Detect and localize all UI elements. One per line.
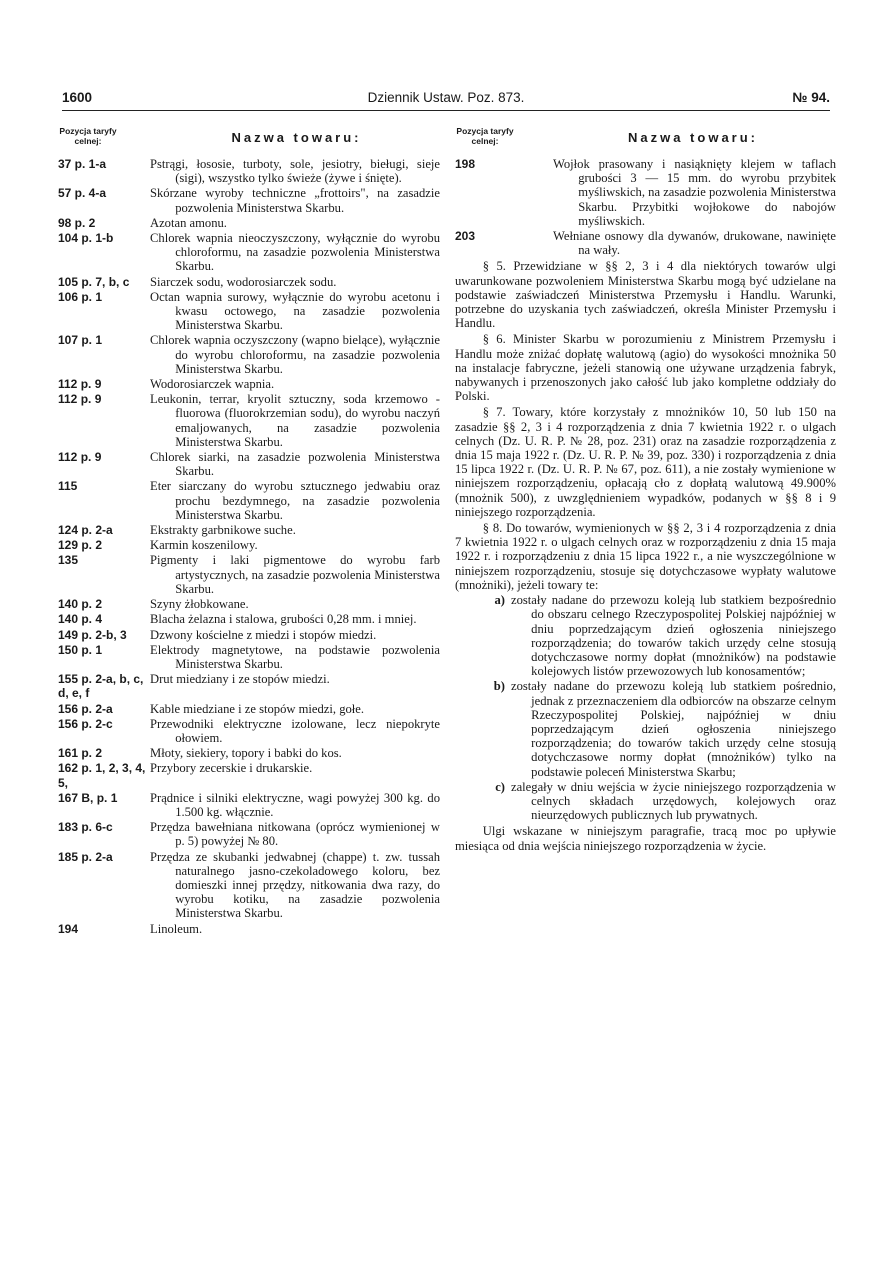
tariff-entry: [58, 820, 440, 848]
tariff-position: 106 p. 1: [58, 289, 103, 304]
goods-name: Wojłok prasowany i nasiąknięty klejem w taflach grubości 3 — 15 mm. do wyrobu przybitek myśliwskich, na zasadzie pozwolenia Ministerstwa Skarbu. Przybitki wojłokowe do nabojów myśliwskich.: [553, 157, 836, 228]
page-header: [62, 90, 830, 108]
right-column: [455, 125, 836, 854]
list-item: [455, 679, 836, 778]
tariff-position: 124 p. 2-a: [58, 523, 113, 538]
tariff-entry: [58, 791, 440, 819]
goods-name: Leukonin, terrar, kryolit sztuczny, soda krzemowo - fluorowa (fluorokrzemian sodu), do wyrobu naczyń emaljowanych, na zasadzie pozwolenia Ministerstwa Skarbu.: [150, 392, 440, 449]
tariff-entry: [58, 643, 440, 671]
name-column-label: Nazwa towaru:: [627, 130, 758, 145]
tariff-position: 161 p. 2: [58, 746, 103, 761]
tariff-position: 162 p. 1, 2, 3, 4, 5,: [58, 761, 146, 790]
tariff-position: 156 p. 2-c: [58, 716, 113, 731]
tariff-entry: [58, 290, 440, 333]
tariff-position: 140 p. 2: [58, 597, 103, 612]
tariff-entry: [58, 157, 440, 185]
goods-name: Ekstrakty garbnikowe suche.: [150, 523, 296, 538]
tariff-entry: [58, 231, 440, 274]
goods-name: Elektrody magnetytowe, na podstawie pozwolenia Ministerstwa Skarbu.: [150, 642, 440, 671]
paragraph-7: § 7. Towary, które korzystały z mnożników 10, 50 lub 150 na zasadzie §§ 2, 3 i 4 rozporządzenia z dnia 7 kwietnia 1922 r. o ulgach celnych (Dz. U. R. P. № 28, poz. 231) oraz na zasadzie rozporządzenia z dnia 15 maja 1922 r. (Dz. U. R. P. № 39, poz. 330) i rozporządzenia z dnia 15 lipca 1922 r. (Dz. U. R. P. № 67, poz. 611), a nie zostały wymienione w niniejszem rozporządzeniu, opłacają cło z dopłatą walutową 49.900% (mnożnik 500), z uwzględnieniem wypadków, podanych w §§ 8 i 9 niniejszego rozporządzenia.: [455, 405, 836, 519]
left-column: [58, 125, 440, 937]
goods-name: Przewodniki elektryczne izolowane, lecz niepokryte ołowiem.: [150, 716, 440, 745]
tariff-entry: [455, 157, 836, 228]
goods-name: Wodorosiarczek wapnia.: [150, 377, 275, 392]
tariff-entry: [58, 612, 440, 626]
tariff-entry: [455, 229, 836, 257]
goods-name: Szyny żłobkowane.: [150, 597, 249, 612]
tariff-entry: [58, 702, 440, 716]
right-table-header: [455, 125, 836, 155]
goods-name: Przybory zecerskie i drukarskie.: [150, 761, 313, 776]
goods-name: Pstrągi, łososie, turboty, sole, jesiotry, bieługi, sieje (sigi), wszystko tylko świeże (żywe i śnięte).: [150, 157, 440, 186]
name-column-label: Nazwa towaru:: [231, 130, 362, 145]
goods-name: Przędza ze skubanki jedwabnej (chappe) t. zw. tussah naturalnego jasno-czekoladowego koloru, bez domieszki innej przędzy, nitkowania dwa razy, do wyrobu kotiku, na zasadzie pozwolenia Ministerstwa Skarbu.: [150, 849, 440, 921]
goods-name: Przędza bawełniana nitkowana (oprócz wymienionej w p. 5) powyżej № 80.: [150, 820, 440, 849]
tariff-entry: [58, 761, 440, 789]
tariff-position: 115: [58, 479, 78, 494]
tariff-position: 129 p. 2: [58, 538, 103, 553]
closing-paragraph: Ulgi wskazane w niniejszym paragrafie, tracą moc po upływie miesiąca od dnia wejścia niniejszego rozporządzenia w życie.: [455, 824, 836, 853]
tariff-entry: [58, 479, 440, 522]
tariff-entry: [58, 538, 440, 552]
tariff-position: 112 p. 9: [58, 377, 102, 392]
tariff-position: 155 p. 2-a, b, c, d, e, f: [58, 672, 144, 701]
tariff-position: 198: [455, 157, 476, 171]
goods-name: Azotan amonu.: [150, 215, 227, 230]
goods-name: Prądnice i silniki elektryczne, wagi powyżej 300 kg. do 1.500 kg. włącznie.: [150, 790, 440, 819]
issue-number: № 94.: [792, 90, 830, 105]
goods-name: Dzwony kościelne z miedzi i stopów miedzi.: [150, 627, 377, 642]
goods-name: Blacha żelazna i stalowa, grubości 0,28 mm. i mniej.: [150, 612, 417, 627]
goods-name: Eter siarczany do wyrobu sztucznego jedwabiu oraz prochu bezdymnego, na zasadzie pozwolenia Ministerstwa Skarbu.: [150, 479, 440, 522]
tariff-position: 194: [58, 921, 79, 936]
list-item-text: zostały nadane do przewozu koleją lub statkiem pośrednio, jednak z przeznaczeniem dla odbiorców na obszarze celnym Rzeczypospolitej Polskiej, najpóźniej w dniu poprzedzającym dzień ogłoszenia niniejszego rozporządzenia; do towarów takich urzędy celne stosują dotychczasowe normy dopłat (mnożników) tylko na podstawie poleceń Ministerstwa Skarbu;: [511, 679, 836, 779]
tariff-position: 156 p. 2-a: [58, 701, 113, 716]
position-column-label: Pozycja taryfy celnej:: [59, 126, 117, 146]
goods-name: Octan wapnia surowy, wyłącznie do wyrobu acetonu i kwasu octowego, na zasadzie pozwolenia Ministerstwa Skarbu.: [150, 289, 440, 333]
tariff-position: 37 p. 1-a: [58, 157, 107, 171]
tariff-entry: [58, 850, 440, 921]
tariff-entry: [58, 922, 440, 936]
goods-name: Chlorek wapnia oczyszczony (wapno bielące), wyłącznie do wyrobu chloroformu, na zasadzie pozwolenia Ministerstwa Skarbu.: [150, 333, 440, 376]
tariff-position: 105 p. 7, b, c: [58, 274, 130, 289]
list-item-text: zalegały w dniu wejścia w życie niniejszego rozporządzenia w celnych składach urzędowych, kolejowych oraz nieurzędowych publicznych lub prywatnych.: [511, 779, 836, 823]
tariff-entry: [58, 377, 440, 391]
list-item-label: b): [493, 679, 505, 694]
tariff-entry: [58, 450, 440, 478]
tariff-entry: [58, 597, 440, 611]
paragraph-8-list: [455, 593, 836, 822]
tariff-entry: [58, 186, 440, 214]
journal-title: Dziennik Ustaw. Poz. 873.: [367, 90, 525, 105]
tariff-position: 140 p. 4: [58, 612, 103, 627]
tariff-entry: [58, 553, 440, 596]
tariff-entry: [58, 523, 440, 537]
paragraph-8: § 8. Do towarów, wymienionych w §§ 2, 3 i 4 rozporządzenia z dnia 7 kwietnia 1922 r. o ulgach celnych oraz w rozporządzeniu z dnia 15 maja 1922 r. i rozporządzeniu z dnia 15 lipca 1922 r., a nie wyszczególnione w niniejszem rozporządzeniu, stosuje się dotychczasowe wypłaty walutowe (mnożniki), jeżeli towary te:: [455, 521, 836, 592]
goods-name: Siarczek sodu, wodorosiarczek sodu.: [150, 274, 337, 289]
tariff-position: 203: [455, 229, 476, 244]
tariff-position: 185 p. 2-a: [58, 849, 113, 864]
left-tariff-list: [58, 157, 440, 936]
tariff-position: 57 p. 4-a: [58, 186, 107, 201]
goods-name: Linoleum.: [150, 921, 203, 936]
tariff-entry: [58, 717, 440, 745]
right-tariff-list: [455, 157, 836, 257]
tariff-position: 107 p. 1: [58, 333, 103, 348]
paragraph-6: § 6. Minister Skarbu w porozumieniu z Ministrem Przemysłu i Handlu może zniżać dopłatę walutową (agio) do wysokości mnożnika 50 na instalacje fabryczne, jeżeli stanowią one używane urządzenia fabryk, nabywanych i przenoszonych jako całość lub jako kompletne oddziały do Polski.: [455, 332, 836, 404]
tariff-entry: [58, 628, 440, 642]
tariff-entry: [58, 672, 440, 700]
paragraph-5: § 5. Przewidziane w §§ 2, 3 i 4 dla niektórych towarów ulgi uwarunkowane pozwoleniem Ministerstwa Skarbu mogą być udzielane na podstawie zaświadczeń Ministerstwa Przemysłu i Handlu. Warunki, potrzebne do uzyskania tych zaświadczeń, określa Minister Przemysłu i Handlu.: [455, 259, 836, 331]
tariff-position: 112 p. 9: [58, 450, 102, 465]
tariff-position: 112 p. 9: [58, 392, 102, 407]
goods-name: Kable miedziane i ze stopów miedzi, gołe.: [150, 701, 365, 716]
goods-name: Drut miedziany i ze stopów miedzi.: [150, 672, 330, 687]
header-rule: [62, 110, 830, 111]
list-item-text: zostały nadane do przewozu koleją lub statkiem bezpośrednio do obszaru celnego Rzeczypospolitej Polskiej najpóźniej w dniu poprzedzającym dzień ogłoszenia niniejszego rozporządzenia; do towarów takich urzędy celne stosują dotychczasowe normy dopłat (mnożników) na podstawie kolejowych listów przewozowych lub konosamentów;: [511, 593, 836, 679]
tariff-position: 167 B, p. 1: [58, 790, 118, 805]
list-item: [455, 593, 836, 678]
list-item-label: c): [495, 779, 505, 794]
tariff-entry: [58, 392, 440, 449]
list-item-label: a): [494, 593, 505, 608]
tariff-entry: [58, 746, 440, 760]
tariff-entry: [58, 216, 440, 230]
position-column-label: Pozycja taryfy celnej:: [456, 126, 514, 146]
goods-name: Pigmenty i laki pigmentowe do wyrobu farb artystycznych, na zasadzie pozwolenia Ministerstwa Skarbu.: [150, 553, 440, 596]
page-number: 1600: [62, 90, 93, 105]
tariff-position: 135: [58, 553, 79, 568]
tariff-position: 150 p. 1: [58, 642, 103, 657]
tariff-position: 98 p. 2: [58, 215, 96, 230]
goods-name: Karmin koszenilowy.: [150, 538, 258, 553]
left-table-header: [58, 125, 440, 155]
goods-name: Młoty, siekiery, topory i babki do kos.: [150, 746, 342, 761]
tariff-position: 149 p. 2-b, 3: [58, 627, 127, 642]
tariff-position: 104 p. 1-b: [58, 231, 114, 246]
tariff-position: 183 p. 6-c: [58, 820, 113, 835]
goods-name: Chlorek siarki, na zasadzie pozwolenia Ministerstwa Skarbu.: [150, 450, 440, 479]
tariff-entry: [58, 275, 440, 289]
goods-name: Chlorek wapnia nieoczyszczony, wyłącznie do wyrobu chloroformu, na zasadzie pozwolenia Ministerstwa Skarbu.: [150, 231, 440, 274]
list-item: [455, 780, 836, 823]
goods-name: Wełniane osnowy dla dywanów, drukowane, nawinięte na wały.: [553, 229, 836, 258]
tariff-entry: [58, 333, 440, 376]
goods-name: Skórzane wyroby techniczne „frottoirs", na zasadzie pozwolenia Ministerstwa Skarbu.: [150, 186, 440, 215]
